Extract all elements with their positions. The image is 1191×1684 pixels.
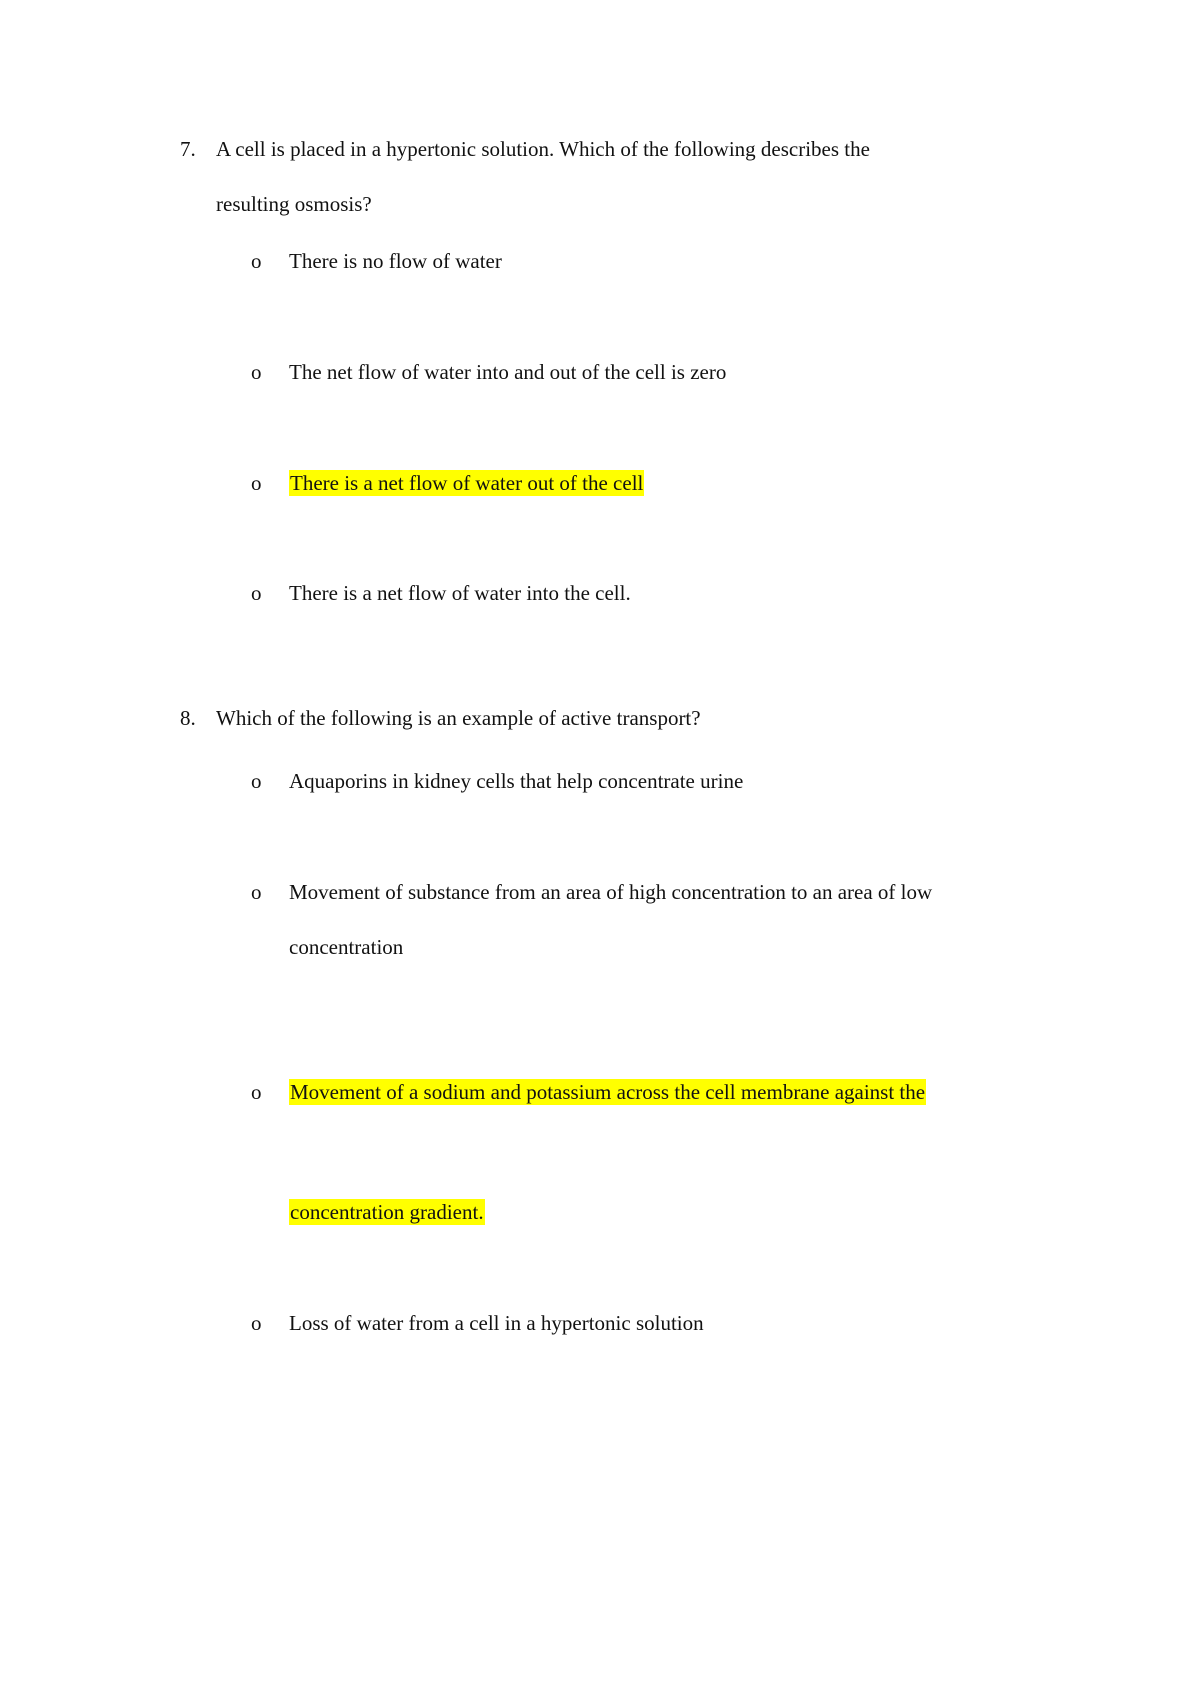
question-text: A cell is placed in a hypertonic solution. Which of the following describes the xyxy=(216,137,870,161)
option-c-highlighted: There is a net flow of water out of the cell xyxy=(290,471,644,495)
option-bullet: o xyxy=(251,1311,262,1335)
option-c-highlighted-continued: concentration gradient. xyxy=(290,1200,484,1224)
question-number: 7. xyxy=(180,137,196,161)
option-bullet: o xyxy=(251,249,262,273)
question-text-continued: resulting osmosis? xyxy=(216,192,372,216)
option-a: Aquaporins in kidney cells that help concentrate urine xyxy=(289,769,744,793)
option-bullet: o xyxy=(251,769,262,793)
option-bullet: o xyxy=(251,471,262,495)
option-b-continued: concentration xyxy=(289,935,404,959)
option-b: Movement of substance from an area of high concentration to an area of low xyxy=(289,880,933,904)
option-bullet: o xyxy=(251,581,262,605)
option-b: The net flow of water into and out of the cell is zero xyxy=(289,360,727,384)
option-a: There is no flow of water xyxy=(289,249,502,273)
option-d: Loss of water from a cell in a hypertonic solution xyxy=(289,1311,704,1335)
option-bullet: o xyxy=(251,360,262,384)
option-d: There is a net flow of water into the cell. xyxy=(289,581,631,605)
question-number: 8. xyxy=(180,706,196,730)
option-bullet: o xyxy=(251,880,262,904)
option-bullet: o xyxy=(251,1080,262,1104)
question-text: Which of the following is an example of active transport? xyxy=(216,706,701,730)
option-c-highlighted: Movement of a sodium and potassium across the cell membrane against the xyxy=(290,1080,926,1104)
